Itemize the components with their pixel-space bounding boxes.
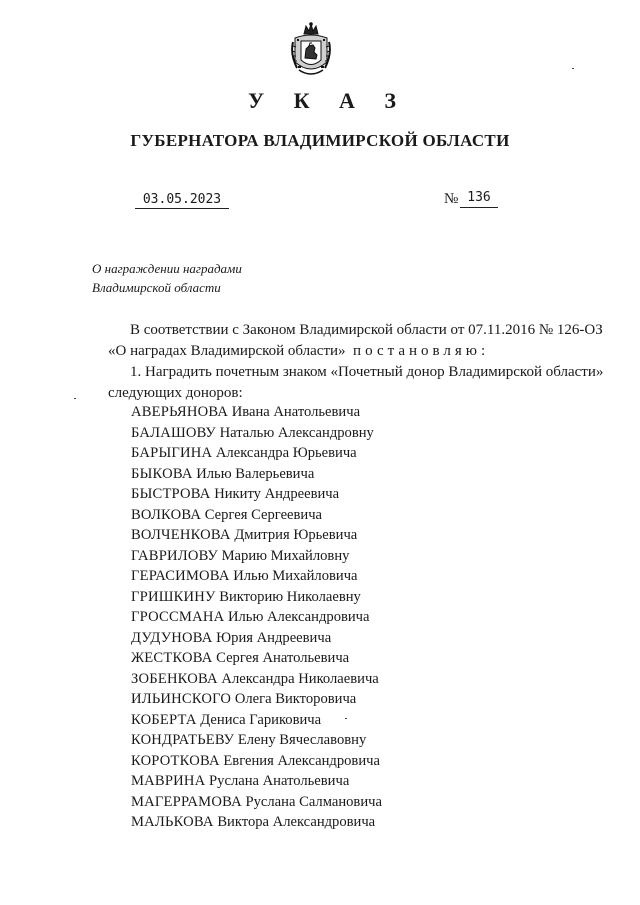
donor-list-item <box>131 607 382 628</box>
donor-list-item <box>131 525 382 546</box>
donor-list-item <box>131 546 382 567</box>
donor-surname: МАВРИНА <box>131 773 206 789</box>
donor-surname: ГРИШКИНУ <box>131 588 216 605</box>
donor-given-names: Виктора Александровича <box>217 814 376 830</box>
donor-surname: ДУДУНОВА <box>131 629 213 646</box>
donor-given-names: Никиту Андреевича <box>214 486 340 502</box>
donor-list-item <box>131 689 382 710</box>
donor-given-names: Илью Валерьевича <box>196 465 315 482</box>
item-1-line-1: 1. Наградить почетным знаком «Почетный донор Владимирской области» <box>130 364 604 380</box>
decree-subject <box>92 259 242 297</box>
donor-list-item <box>131 669 382 690</box>
donor-surname: ИЛЬИНСКОГО <box>131 691 232 707</box>
donor-given-names: Евгения Александровича <box>223 752 380 769</box>
item-1 <box>108 362 614 404</box>
preamble-law-name: «О наградах Владимирской области» <box>108 343 346 359</box>
donor-list-item <box>131 484 382 505</box>
donor-list-item <box>131 771 382 792</box>
item-1-line-2: следующих доноров: <box>108 385 243 401</box>
donor-given-names: Олега Викторовича <box>234 691 357 707</box>
donor-list-item <box>131 751 382 772</box>
donor-given-names: Викторию Николаевну <box>219 588 361 605</box>
donor-list-item <box>131 648 382 669</box>
donor-given-names: Руслана Салмановича <box>245 793 382 810</box>
donor-surname: БАРЫГИНА <box>131 445 213 461</box>
coat-of-arms-emblem <box>289 22 333 78</box>
donor-surname: КОБЕРТА <box>131 711 197 728</box>
donor-surname: БАЛАШОВУ <box>131 424 216 441</box>
donor-list-item <box>131 566 382 587</box>
donor-surname: МАЛЬКОВА <box>131 814 214 830</box>
donor-surname: БЫСТРОВА <box>131 486 211 502</box>
donor-given-names: Александра Юрьевича <box>215 445 357 461</box>
donor-given-names: Марию Михайловну <box>221 547 350 564</box>
document-title: У К А З <box>247 88 409 113</box>
donor-given-names: Елену Вячеславовну <box>237 732 367 748</box>
donor-surname: КОРОТКОВА <box>131 752 220 769</box>
donor-given-names: Александра Николаевича <box>221 670 379 687</box>
donor-surname: ВОЛКОВА <box>131 506 202 523</box>
donor-given-names: Дмитрия Юрьевича <box>234 527 358 543</box>
donor-surname: АВЕРЬЯНОВА <box>131 404 229 420</box>
decree-number: 136 <box>460 190 498 208</box>
subject-line-1: О награждении наградами <box>92 261 242 276</box>
donor-surname: ВОЛЧЕНКОВА <box>131 527 231 543</box>
donor-surname: ГЕРАСИМОВА <box>131 568 230 584</box>
preamble <box>108 320 614 362</box>
donor-list-item <box>131 505 382 526</box>
donor-given-names: Илью Александровича <box>227 609 370 625</box>
donor-given-names: Дениса Гариковича <box>200 711 322 728</box>
donor-surname: ГАВРИЛОВУ <box>131 547 218 564</box>
donor-list-item <box>131 423 382 444</box>
donor-list-item <box>131 587 382 608</box>
document-subtitle: ГУБЕРНАТОРА ВЛАДИМИРСКОЙ ОБЛАСТИ <box>130 131 510 150</box>
donor-given-names: Сергея Сергеевича <box>204 506 323 523</box>
donor-list-item <box>131 710 382 731</box>
donor-list <box>131 402 382 833</box>
scan-speck <box>74 398 76 399</box>
donor-list-item <box>131 730 382 751</box>
donor-surname: МАГЕРРАМОВА <box>131 793 242 810</box>
scan-speck <box>572 68 574 69</box>
donor-list-item <box>131 402 382 423</box>
donor-surname: ЖЕСТКОВА <box>131 650 213 666</box>
donor-given-names: Сергея Анатольевича <box>216 650 350 666</box>
donor-given-names: Руслана Анатольевича <box>209 773 350 789</box>
donor-list-item <box>131 628 382 649</box>
preamble-resolve: постановляю: <box>353 343 490 359</box>
donor-surname: БЫКОВА <box>131 465 193 482</box>
preamble-line-1: В соответствии с Законом Владимирской области от 07.11.2016 № 126-ОЗ <box>130 322 603 338</box>
decree-date: 03.05.2023 <box>135 192 229 209</box>
subject-line-2: Владимирской области <box>92 280 221 295</box>
decree-number-label: № <box>444 191 459 207</box>
preamble-line-2 <box>108 341 614 362</box>
donor-given-names: Наталью Александровну <box>219 424 374 441</box>
donor-list-item <box>131 464 382 485</box>
donor-surname: ГРОССМАНА <box>131 609 225 625</box>
donor-surname: ЗОБЕНКОВА <box>131 670 218 687</box>
donor-surname: КОНДРАТЬЕВУ <box>131 732 235 748</box>
donor-given-names: Юрия Андреевича <box>216 629 332 646</box>
donor-list-item <box>131 792 382 813</box>
donor-list-item <box>131 443 382 464</box>
donor-list-item <box>131 812 382 833</box>
donor-given-names: Илью Михайловича <box>233 568 358 584</box>
scan-speck <box>345 718 347 719</box>
donor-given-names: Ивана Анатольевича <box>231 404 361 420</box>
